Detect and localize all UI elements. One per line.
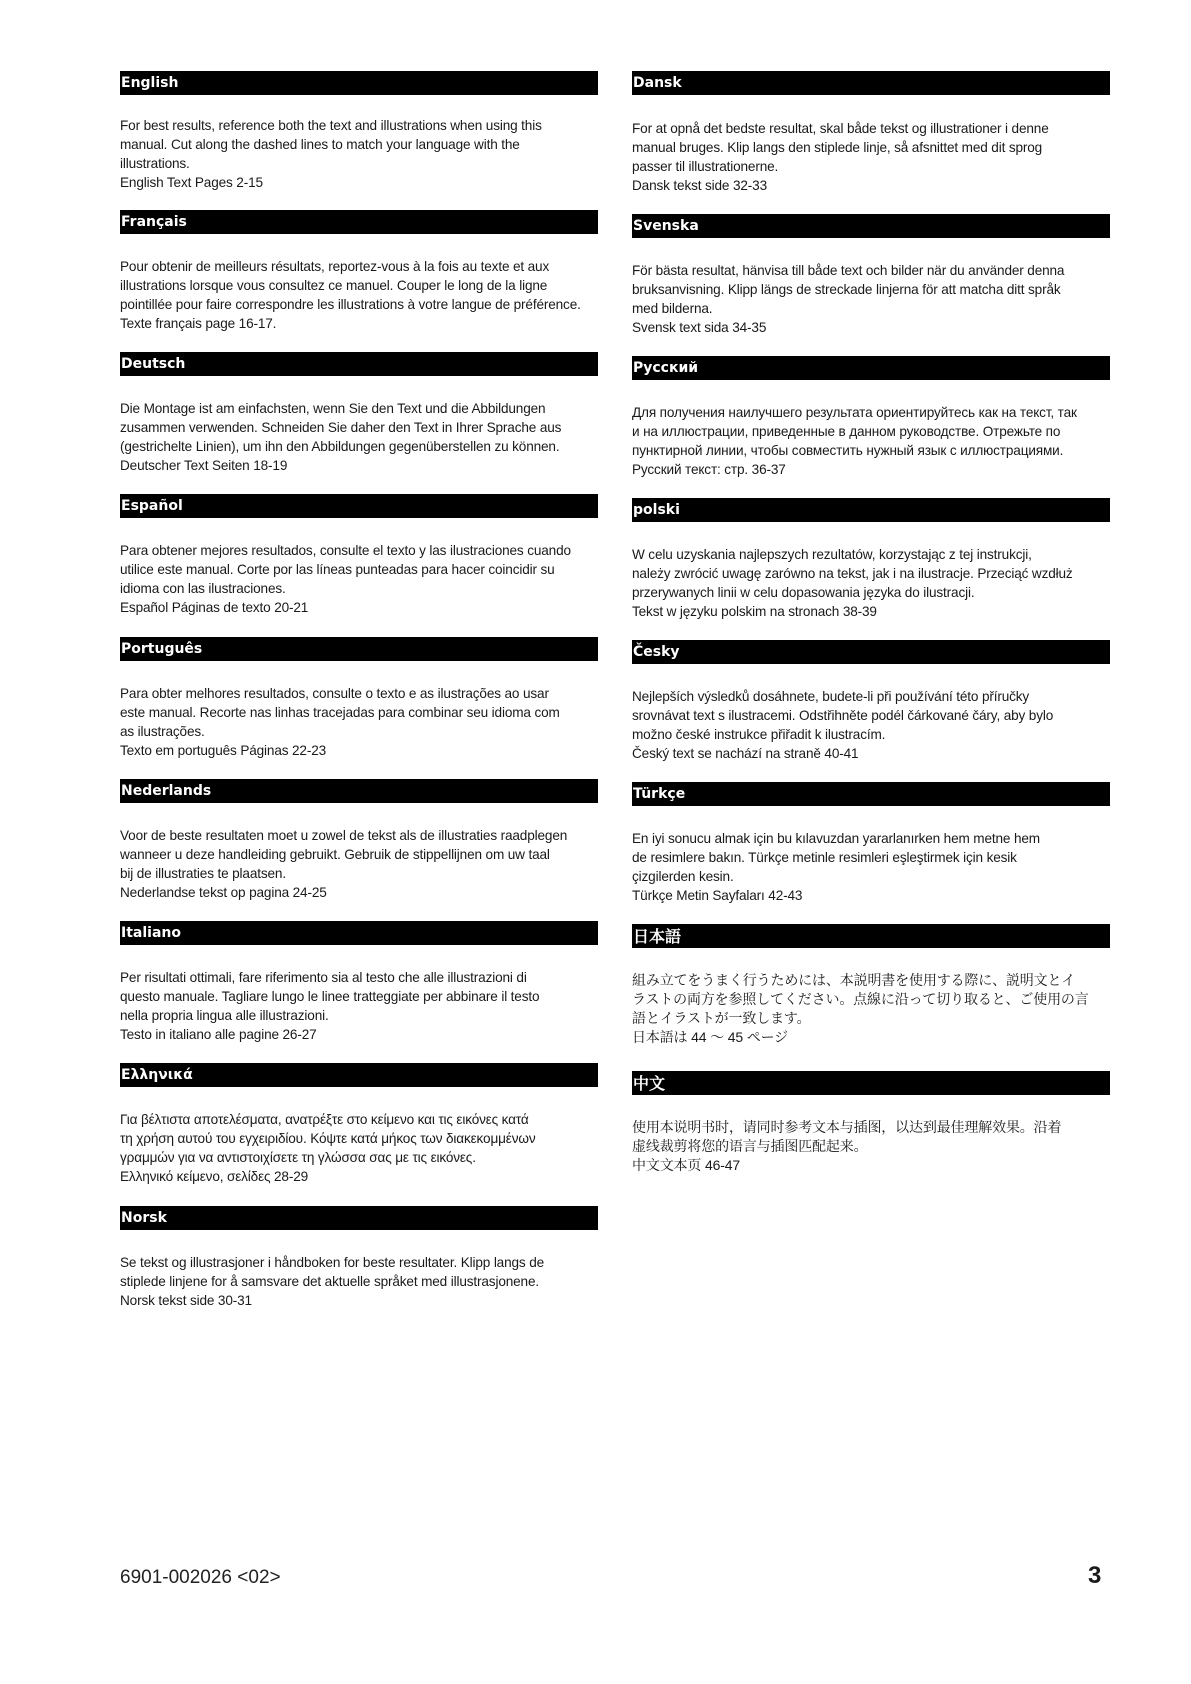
section-dansk [632,71,1110,195]
section-body: Для получения наилучшего результата ориентируйтесь как на текст, так и на иллюстрации, приведенные в данном руководстве. Отрежьте по пунктирной линии, чтобы совместить нужный язык с иллюстрациями. Русский текст: стр. 36-37 [632,405,1077,477]
section-heading: Ελληνικά [120,1063,598,1087]
section-body: Per risultati ottimali, fare riferimento sia al testo che alle illustrazioni di questo manuale. Tagliare lungo le linee tratteggiate per abbinare il testo nella propria lingua alle illustrazioni. Testo in italiano alle pagine 26-27 [120,970,540,1042]
section-body: Die Montage ist am einfachsten, wenn Sie den Text und die Abbildungen zusammen verwenden. Schneiden Sie daher den Text in Ihrer Sprache aus (gestrichelte Linien), um ihn den Abbildungen gegenüberstellen zu können. Deutscher Text Seiten 18-19 [120,401,562,473]
section-turkce [632,782,1110,905]
section-heading: Nederlands [120,779,598,803]
section-heading: Norsk [120,1206,598,1230]
section-ellinika [120,1063,598,1186]
section-body: Se tekst og illustrasjoner i håndboken for beste resultater. Klipp langs de stiplede linjene for å samsvare det aktuelle språket med illustrasjonene. Norsk tekst side 30-31 [120,1255,545,1308]
section-portugues [120,637,598,760]
section-body: 使用本说明书时，请同时参考文本与插图，以达到最佳理解效果。沿着 虚线裁剪将您的语言与插图匹配起来。 中文文本页 46-47 [632,1119,1062,1173]
section-heading: Deutsch [120,352,598,376]
section-heading: 中文 [632,1071,1110,1095]
section-heading: Česky [632,640,1110,664]
section-heading: English [120,71,598,95]
section-english [120,71,598,192]
section-heading: Português [120,637,598,661]
section-norsk [120,1206,598,1310]
section-body: En iyi sonucu almak için bu kılavuzdan yararlanırken hem metne hem de resimlere bakın. Türkçe metinle resimleri eşleştirmek için kesik çizgilerden kesin. Türkçe Metin Sayfaları 42-43 [632,831,1040,903]
section-zhongwen [632,1071,1110,1175]
section-polski [632,498,1110,621]
section-heading: polski [632,498,1110,522]
section-heading: 日本語 [632,924,1110,948]
section-body: Pour obtenir de meilleurs résultats, reportez-vous à la fois au texte et aux illustrations lorsque vous consultez ce manuel. Couper le long de la ligne pointillée pour faire correspondre les illustrations à votre langue de préférence. Texte français page 16-17. [120,259,581,331]
document-code: 6901-002026 <02> [120,1567,281,1588]
section-body: W celu uzyskania najlepszych rezultatów, korzystając z tej instrukcji, należy zwrócić uwagę zarówno na tekst, jak i na ilustracje. Przeciąć wzdłuż przerywanych linii w celu dopasowania języka do ilustracji. Tekst w języku polskim na stronach 38-39 [632,547,1073,619]
section-heading: Italiano [120,921,598,945]
section-body: Para obter melhores resultados, consulte o texto e as ilustrações ao usar este manual. Recorte nas linhas tracejadas para combinar seu idioma com as ilustrações. Texto em português Páginas 22-23 [120,686,560,758]
section-body: Nejlepších výsledků dosáhnete, budete-li při používání této příručky srovnávat text s ilustracemi. Odstřihněte podél čárkované čáry, aby bylo možno české instrukce přiřadit k ilustracím. Český text se nachází na straně 40-41 [632,689,1054,761]
section-heading: Svenska [632,214,1110,238]
section-body: För bästa resultat, hänvisa till både text och bilder när du använder denna bruksanvisning. Klipp längs de streckade linjerna för att matcha ditt språk med bilderna. Svensk text sida 34-35 [632,263,1065,335]
section-heading: Русский [632,356,1110,380]
section-body: Voor de beste resultaten moet u zowel de tekst als de illustraties raadplegen wanneer u deze handleiding gebruikt. Gebruik de stippellijnen om uw taal bij de illustraties te plaatsen. Nederlandse tekst op pagina 24-25 [120,828,568,900]
section-heading: Dansk [632,71,1110,95]
page-number: 3 [1088,1562,1102,1589]
section-body: Para obtener mejores resultados, consulte el texto y las ilustraciones cuando utilice este manual. Corte por las líneas punteadas para hacer coincidir su idioma con las ilustraciones. Español Páginas de texto 20-21 [120,543,571,615]
section-heading: Türkçe [632,782,1110,806]
section-body: 組み立てをうまく行うためには、本説明書を使用する際に、説明文とイ ラストの両方を参照してください。点線に沿って切り取ると、ご使用の言 語とイラストが一致します。 日本語は 44 ～ 45 ページ [632,972,1089,1045]
section-heading: Español [120,494,598,518]
section-francais [120,210,598,333]
section-deutsch [120,352,598,475]
section-espanol [120,494,598,617]
section-heading: Français [120,210,598,234]
section-body: Για βέλτιστα αποτελέσματα, ανατρέξτε στο κείμενο και τις εικόνες κατά τη χρήση αυτού του εγχειριδίου. Κόψτε κατά μήκος των διακεκομμένων γραμμών για να αντιστοιχίσετε τη γλώσσα σας με τις εικόνες. Ελληνικό κείμενο, σελίδες 28-29 [120,1112,536,1184]
section-nihongo [632,924,1110,1047]
section-italiano [120,921,598,1044]
section-body: For at opnå det bedste resultat, skal både tekst og illustrationer i denne manual bruges. Klip langs den stiplede linje, så afsnittet med dit sprog passer til illustrationerne. Dansk tekst side 32-33 [632,121,1049,193]
section-cesky [632,640,1110,763]
section-svenska [632,214,1110,337]
section-russkiy [632,356,1110,479]
section-body: For best results, reference both the text and illustrations when using this manual. Cut along the dashed lines to match your language with the illustrations. English Text Pages 2-15 [120,118,542,190]
section-nederlands [120,779,598,902]
